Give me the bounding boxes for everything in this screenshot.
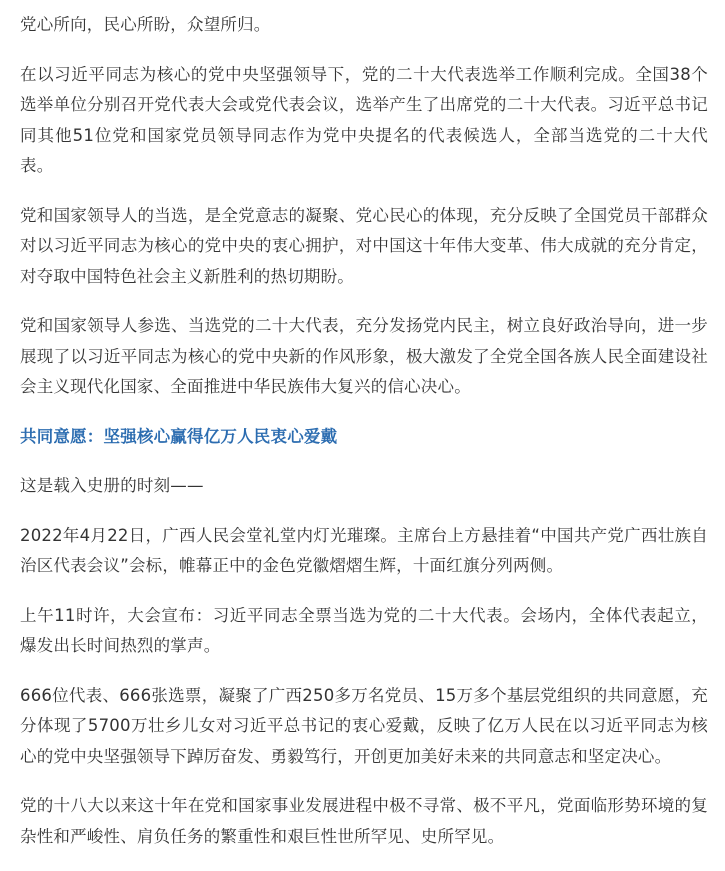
paragraph-significance: 党和国家领导人的当选，是全党意志的凝聚、党心民心的体现，充分反映了全国党员干部群众对以习近平同志为核心的党中央的衷心拥护，对中国这十年伟大变革、伟大成就的充分肯定，对夺取中国特色社会主义新胜利的热切期盼。 xyxy=(20,205,708,286)
paragraph-intro: 党心所向，民心所盼，众望所归。 xyxy=(20,15,271,34)
article-body xyxy=(20,10,708,871)
section-heading: 共同意愿：坚强核心赢得亿万人民衷心爱戴 xyxy=(20,426,338,446)
paragraph-announcement: 上午11时许，大会宣布：习近平同志全票当选为党的二十大代表。会场内，全体代表起立，爆发出长时间热烈的掌声。 xyxy=(20,605,708,655)
paragraph-election-completed: 在以习近平同志为核心的党中央坚强领导下，党的二十大代表选举工作顺利完成。全国38个选举单位分别召开党代表大会或党代表会议，选举产生了出席党的二十大代表。习近平总书记同其他51位党和国家党员领导同志作为党中央提名的代表候选人，全部当选党的二十大代表。 xyxy=(20,64,708,175)
paragraph-votes: 666位代表、666张选票，凝聚了广西250多万名党员、15万多个基层党组织的共同意愿，充分体现了5700万壮乡儿女对习近平总书记的衷心爱戴，反映了亿万人民在以习近平同志为核心的党中央坚强领导下踔厉奋发、勇毅笃行，开创更加美好未来的共同意志和坚定决心。 xyxy=(20,685,708,766)
paragraph-democracy: 党和国家领导人参选、当选党的二十大代表，充分发扬党内民主，树立良好政治导向，进一步展现了以习近平同志为核心的党中央新的作风形象，极大激发了全党全国各族人民全面建设社会主义现代化国家、全面推进中华民族伟大复兴的信心决心。 xyxy=(20,316,708,396)
paragraph-historic-moment: 这是载入史册的时刻—— xyxy=(20,476,204,495)
paragraph-guangxi-hall: 2022年4月22日，广西人民会堂礼堂内灯光璀璨。主席台上方悬挂着“中国共产党广西壮族自治区代表会议”会标，帷幕正中的金色党徽熠熠生辉，十面红旗分列两侧。 xyxy=(20,525,708,575)
paragraph-decade: 党的十八大以来这十年在党和国家事业发展进程中极不寻常、极不平凡，党面临形势环境的复杂性和严峻性、肩负任务的繁重性和艰巨性世所罕见、史所罕见。 xyxy=(20,796,708,846)
